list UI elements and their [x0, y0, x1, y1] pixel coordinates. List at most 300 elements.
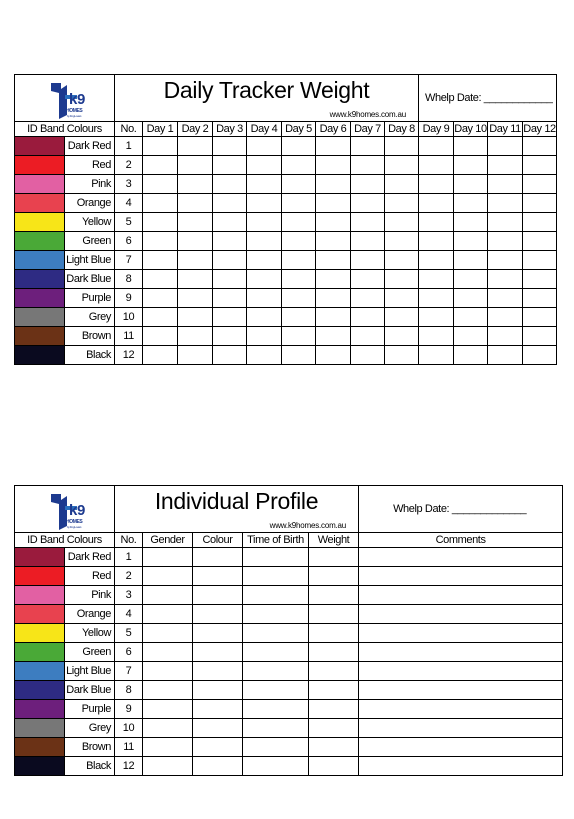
- entry-cell[interactable]: [309, 757, 359, 776]
- entry-cell[interactable]: [316, 232, 351, 251]
- no-header: No.: [115, 122, 143, 137]
- entry-cell[interactable]: [193, 681, 243, 700]
- row-number: 6: [115, 643, 143, 662]
- entry-cell[interactable]: [523, 327, 557, 346]
- entry-cell[interactable]: [247, 308, 282, 327]
- entry-cell[interactable]: [143, 586, 193, 605]
- entry-cell[interactable]: [143, 681, 193, 700]
- colour-name: Green: [65, 232, 115, 251]
- entry-cell[interactable]: [454, 194, 488, 213]
- row-number: 6: [115, 232, 143, 251]
- entry-cell[interactable]: [385, 251, 419, 270]
- entry-cell[interactable]: [385, 346, 419, 365]
- whelp-date-field[interactable]: Whelp Date: _____________: [359, 486, 563, 533]
- entry-cell[interactable]: [351, 346, 385, 365]
- entry-cell[interactable]: [454, 213, 488, 232]
- entry-cell[interactable]: [143, 213, 178, 232]
- entry-cell[interactable]: [213, 194, 247, 213]
- table-row: [15, 251, 557, 270]
- entry-cell[interactable]: [193, 757, 243, 776]
- row-number: 3: [115, 175, 143, 194]
- colour-name: Black: [65, 757, 115, 776]
- entry-cell[interactable]: [385, 308, 419, 327]
- entry-cell[interactable]: [178, 232, 213, 251]
- entry-cell[interactable]: [309, 624, 359, 643]
- entry-cell[interactable]: [178, 289, 213, 308]
- entry-cell[interactable]: [488, 213, 523, 232]
- colour-name: Purple: [65, 289, 115, 308]
- entry-cell[interactable]: [243, 757, 309, 776]
- entry-cell[interactable]: [143, 548, 193, 567]
- entry-cell[interactable]: [488, 251, 523, 270]
- colour-swatch: [15, 586, 65, 605]
- entry-cell[interactable]: [282, 232, 316, 251]
- entry-cell[interactable]: [419, 213, 454, 232]
- entry-cell[interactable]: [454, 156, 488, 175]
- entry-cell[interactable]: [316, 213, 351, 232]
- entry-cell[interactable]: [193, 662, 243, 681]
- table-row: [15, 308, 557, 327]
- entry-cell[interactable]: [243, 662, 309, 681]
- entry-cell[interactable]: [282, 156, 316, 175]
- entry-cell[interactable]: [143, 643, 193, 662]
- entry-cell[interactable]: [247, 175, 282, 194]
- entry-cell[interactable]: [351, 289, 385, 308]
- entry-cell[interactable]: [419, 175, 454, 194]
- colour-swatch: [15, 548, 65, 567]
- daily-tracker-table: [14, 74, 557, 365]
- entry-cell[interactable]: [178, 194, 213, 213]
- entry-cell[interactable]: [178, 308, 213, 327]
- row-number: 1: [115, 137, 143, 156]
- entry-cell[interactable]: [454, 270, 488, 289]
- day-header: Day 5: [282, 122, 316, 137]
- table-row: [15, 605, 563, 624]
- entry-cell[interactable]: [178, 346, 213, 365]
- entry-cell[interactable]: [359, 548, 563, 567]
- entry-cell[interactable]: [523, 156, 557, 175]
- entry-cell[interactable]: [359, 700, 563, 719]
- colour-swatch: [15, 643, 65, 662]
- entry-cell[interactable]: [247, 346, 282, 365]
- entry-cell[interactable]: [316, 308, 351, 327]
- entry-cell[interactable]: [523, 346, 557, 365]
- entry-cell[interactable]: [385, 270, 419, 289]
- row-number: 3: [115, 586, 143, 605]
- entry-cell[interactable]: [282, 308, 316, 327]
- entry-cell[interactable]: [143, 346, 178, 365]
- entry-cell[interactable]: [385, 232, 419, 251]
- entry-cell[interactable]: [143, 308, 178, 327]
- table-row: [15, 137, 557, 156]
- entry-cell[interactable]: [523, 137, 557, 156]
- entry-cell[interactable]: [523, 251, 557, 270]
- colour-name: Light Blue: [65, 251, 115, 270]
- entry-cell[interactable]: [243, 548, 309, 567]
- colour-name: Pink: [65, 175, 115, 194]
- entry-cell[interactable]: [243, 681, 309, 700]
- entry-cell[interactable]: [419, 308, 454, 327]
- colour-swatch: [15, 567, 65, 586]
- entry-cell[interactable]: [282, 270, 316, 289]
- entry-cell[interactable]: [351, 137, 385, 156]
- colour-swatch: [15, 156, 65, 175]
- entry-cell[interactable]: [523, 232, 557, 251]
- colour-name: Orange: [65, 194, 115, 213]
- entry-cell[interactable]: [193, 586, 243, 605]
- table-row: [15, 624, 563, 643]
- entry-cell[interactable]: [178, 213, 213, 232]
- row-number: 9: [115, 289, 143, 308]
- entry-cell[interactable]: [309, 643, 359, 662]
- individual-profile-table: [14, 485, 563, 776]
- entry-cell[interactable]: [178, 175, 213, 194]
- entry-cell[interactable]: [143, 194, 178, 213]
- colour-swatch: [15, 289, 65, 308]
- entry-cell[interactable]: [316, 327, 351, 346]
- day-header: Day 9: [419, 122, 454, 137]
- entry-cell[interactable]: [178, 270, 213, 289]
- entry-cell[interactable]: [488, 308, 523, 327]
- entry-cell[interactable]: [488, 327, 523, 346]
- entry-cell[interactable]: [193, 605, 243, 624]
- entry-cell[interactable]: [213, 346, 247, 365]
- entry-cell[interactable]: [243, 605, 309, 624]
- entry-cell[interactable]: [213, 156, 247, 175]
- whelp-date-field[interactable]: Whelp Date: ____________: [419, 75, 557, 122]
- entry-cell[interactable]: [309, 738, 359, 757]
- colour-name: Orange: [65, 605, 115, 624]
- entry-cell[interactable]: [178, 156, 213, 175]
- entry-cell[interactable]: [488, 289, 523, 308]
- entry-cell[interactable]: [419, 194, 454, 213]
- row-number: 11: [115, 327, 143, 346]
- colour-name: Purple: [65, 700, 115, 719]
- table-row: [15, 719, 563, 738]
- entry-cell[interactable]: [143, 624, 193, 643]
- entry-cell[interactable]: [454, 175, 488, 194]
- entry-cell[interactable]: [419, 346, 454, 365]
- colour-swatch: [15, 175, 65, 194]
- entry-cell[interactable]: [359, 719, 563, 738]
- entry-cell[interactable]: [282, 289, 316, 308]
- entry-cell[interactable]: [247, 232, 282, 251]
- entry-cell[interactable]: [247, 194, 282, 213]
- colour-swatch: [15, 137, 65, 156]
- entry-cell[interactable]: [309, 681, 359, 700]
- entry-cell[interactable]: [523, 270, 557, 289]
- entry-cell[interactable]: [247, 213, 282, 232]
- table-row: [15, 156, 557, 175]
- entry-cell[interactable]: [178, 327, 213, 346]
- entry-cell[interactable]: [282, 327, 316, 346]
- table-row: [15, 738, 563, 757]
- entry-cell[interactable]: [213, 327, 247, 346]
- entry-cell[interactable]: [351, 251, 385, 270]
- row-number: 4: [115, 194, 143, 213]
- entry-cell[interactable]: [143, 270, 178, 289]
- entry-cell[interactable]: [359, 624, 563, 643]
- colour-name: Yellow: [65, 624, 115, 643]
- colour-header: Colour: [193, 533, 243, 548]
- entry-cell[interactable]: [309, 567, 359, 586]
- colour-swatch: [15, 308, 65, 327]
- day-header: Day 12: [523, 123, 556, 135]
- colour-swatch: [15, 270, 65, 289]
- entry-cell[interactable]: [309, 605, 359, 624]
- entry-cell[interactable]: [359, 643, 563, 662]
- entry-cell[interactable]: [385, 194, 419, 213]
- entry-cell[interactable]: [385, 213, 419, 232]
- logo-tag: by Dog Lovers: [67, 525, 82, 529]
- table-row: [15, 662, 563, 681]
- entry-cell[interactable]: [488, 156, 523, 175]
- entry-cell[interactable]: [282, 175, 316, 194]
- entry-cell[interactable]: [213, 251, 247, 270]
- entry-cell[interactable]: [143, 757, 193, 776]
- entry-cell[interactable]: [213, 232, 247, 251]
- entry-cell[interactable]: [419, 232, 454, 251]
- entry-cell[interactable]: [243, 586, 309, 605]
- profile-title-cell: [115, 486, 359, 533]
- colour-swatch: [15, 662, 65, 681]
- entry-cell[interactable]: [385, 137, 419, 156]
- entry-cell[interactable]: [351, 308, 385, 327]
- id-band-header: ID Band Colours: [15, 533, 115, 548]
- profile-body: [15, 548, 563, 776]
- entry-cell[interactable]: [282, 213, 316, 232]
- entry-cell[interactable]: [316, 346, 351, 365]
- table-row: [15, 700, 563, 719]
- entry-cell[interactable]: [359, 738, 563, 757]
- entry-cell[interactable]: [488, 137, 523, 156]
- entry-cell[interactable]: [351, 156, 385, 175]
- entry-cell[interactable]: [243, 700, 309, 719]
- entry-cell[interactable]: [488, 194, 523, 213]
- colour-name: Dark Blue: [65, 270, 115, 289]
- row-number: 1: [115, 548, 143, 567]
- entry-cell[interactable]: [143, 289, 178, 308]
- entry-cell[interactable]: [247, 156, 282, 175]
- entry-cell[interactable]: [309, 662, 359, 681]
- entry-cell[interactable]: [454, 232, 488, 251]
- entry-cell[interactable]: [454, 289, 488, 308]
- entry-cell[interactable]: [359, 567, 563, 586]
- entry-cell[interactable]: [385, 175, 419, 194]
- entry-cell[interactable]: [316, 270, 351, 289]
- entry-cell[interactable]: [523, 289, 557, 308]
- table-row: [15, 232, 557, 251]
- table-row: [15, 327, 557, 346]
- entry-cell[interactable]: [454, 346, 488, 365]
- entry-cell[interactable]: [351, 232, 385, 251]
- entry-cell[interactable]: [243, 567, 309, 586]
- entry-cell[interactable]: [193, 738, 243, 757]
- entry-cell[interactable]: [193, 567, 243, 586]
- entry-cell[interactable]: [454, 251, 488, 270]
- colour-name: Green: [65, 643, 115, 662]
- entry-cell[interactable]: [359, 586, 563, 605]
- entry-cell[interactable]: [143, 232, 178, 251]
- entry-cell[interactable]: [385, 289, 419, 308]
- entry-cell[interactable]: [143, 137, 178, 156]
- day-header: Day 1: [143, 122, 178, 137]
- entry-cell[interactable]: [143, 251, 178, 270]
- colour-swatch: [15, 251, 65, 270]
- entry-cell[interactable]: [523, 308, 557, 327]
- entry-cell[interactable]: [247, 327, 282, 346]
- row-number: 8: [115, 681, 143, 700]
- entry-cell[interactable]: [143, 700, 193, 719]
- row-number: 11: [115, 738, 143, 757]
- entry-cell[interactable]: [282, 194, 316, 213]
- table-row: [15, 270, 557, 289]
- entry-cell[interactable]: [419, 270, 454, 289]
- table-row: [15, 567, 563, 586]
- entry-cell[interactable]: [523, 194, 557, 213]
- entry-cell[interactable]: [316, 137, 351, 156]
- entry-cell[interactable]: [523, 175, 557, 194]
- entry-cell[interactable]: [193, 700, 243, 719]
- entry-cell[interactable]: [213, 270, 247, 289]
- entry-cell[interactable]: [309, 719, 359, 738]
- entry-cell[interactable]: [213, 213, 247, 232]
- entry-cell[interactable]: [488, 270, 523, 289]
- entry-cell[interactable]: [143, 719, 193, 738]
- entry-cell[interactable]: [247, 137, 282, 156]
- colour-name: Pink: [65, 586, 115, 605]
- entry-cell[interactable]: [282, 251, 316, 270]
- entry-cell[interactable]: [419, 156, 454, 175]
- entry-cell[interactable]: [488, 346, 523, 365]
- entry-cell[interactable]: [316, 194, 351, 213]
- entry-cell[interactable]: [143, 567, 193, 586]
- entry-cell[interactable]: [178, 137, 213, 156]
- entry-cell[interactable]: [488, 232, 523, 251]
- logo-sub: HOMES: [66, 108, 83, 114]
- entry-cell[interactable]: [359, 605, 563, 624]
- entry-cell[interactable]: [316, 251, 351, 270]
- entry-cell[interactable]: [213, 137, 247, 156]
- entry-cell[interactable]: [359, 662, 563, 681]
- entry-cell[interactable]: [316, 289, 351, 308]
- entry-cell[interactable]: [419, 327, 454, 346]
- entry-cell[interactable]: [243, 624, 309, 643]
- colour-name: Red: [65, 156, 115, 175]
- colour-swatch: [15, 738, 65, 757]
- entry-cell[interactable]: [143, 605, 193, 624]
- entry-cell[interactable]: [419, 137, 454, 156]
- entry-cell[interactable]: [282, 137, 316, 156]
- gender-header: Gender: [143, 533, 193, 548]
- day-header: Day 4: [247, 122, 282, 137]
- logo-brand: k9: [69, 502, 85, 519]
- entry-cell[interactable]: [488, 175, 523, 194]
- entry-cell[interactable]: [193, 643, 243, 662]
- day-header: Day 10: [454, 123, 487, 135]
- entry-cell[interactable]: [213, 175, 247, 194]
- entry-cell[interactable]: [454, 137, 488, 156]
- k9-homes-logo-icon: [47, 81, 93, 121]
- table-row: [15, 681, 563, 700]
- table-row: [15, 757, 563, 776]
- colour-name: Red: [65, 567, 115, 586]
- entry-cell[interactable]: [247, 270, 282, 289]
- row-number: 9: [115, 700, 143, 719]
- entry-cell[interactable]: [243, 643, 309, 662]
- entry-cell[interactable]: [454, 327, 488, 346]
- id-band-header: ID Band Colours: [15, 122, 115, 137]
- entry-cell[interactable]: [143, 156, 178, 175]
- entry-cell[interactable]: [419, 251, 454, 270]
- colour-swatch: [15, 624, 65, 643]
- row-number: 5: [115, 213, 143, 232]
- table-row: [15, 289, 557, 308]
- entry-cell[interactable]: [309, 700, 359, 719]
- logo-brand: k9: [69, 91, 85, 108]
- table-row: [15, 175, 557, 194]
- time-of-birth-header: Time of Birth: [243, 533, 309, 548]
- colour-swatch: [15, 232, 65, 251]
- colour-name: Grey: [65, 719, 115, 738]
- entry-cell[interactable]: [309, 548, 359, 567]
- entry-cell[interactable]: [351, 327, 385, 346]
- entry-cell[interactable]: [143, 175, 178, 194]
- entry-cell[interactable]: [309, 586, 359, 605]
- entry-cell[interactable]: [247, 289, 282, 308]
- entry-cell[interactable]: [385, 156, 419, 175]
- entry-cell[interactable]: [143, 738, 193, 757]
- row-number: 2: [115, 567, 143, 586]
- weight-header: Weight: [309, 533, 359, 548]
- entry-cell[interactable]: [213, 289, 247, 308]
- entry-cell[interactable]: [454, 308, 488, 327]
- entry-cell[interactable]: [316, 156, 351, 175]
- entry-cell[interactable]: [243, 738, 309, 757]
- logo-sub: HOMES: [66, 519, 83, 525]
- colour-swatch: [15, 346, 65, 365]
- entry-cell[interactable]: [247, 251, 282, 270]
- entry-cell[interactable]: [143, 327, 178, 346]
- entry-cell[interactable]: [351, 270, 385, 289]
- colour-name: Dark Red: [65, 137, 115, 156]
- entry-cell[interactable]: [359, 757, 563, 776]
- entry-cell[interactable]: [419, 289, 454, 308]
- entry-cell[interactable]: [243, 719, 309, 738]
- entry-cell[interactable]: [351, 175, 385, 194]
- entry-cell[interactable]: [178, 251, 213, 270]
- colour-name: Dark Red: [65, 548, 115, 567]
- comments-header: Comments: [359, 533, 563, 548]
- entry-cell[interactable]: [316, 175, 351, 194]
- colour-name: Brown: [65, 738, 115, 757]
- entry-cell[interactable]: [143, 662, 193, 681]
- entry-cell[interactable]: [193, 719, 243, 738]
- entry-cell[interactable]: [523, 213, 557, 232]
- entry-cell[interactable]: [351, 194, 385, 213]
- entry-cell[interactable]: [193, 548, 243, 567]
- row-number: 12: [115, 757, 143, 776]
- entry-cell[interactable]: [193, 624, 243, 643]
- entry-cell[interactable]: [213, 308, 247, 327]
- entry-cell[interactable]: [385, 327, 419, 346]
- row-number: 8: [115, 270, 143, 289]
- entry-cell[interactable]: [351, 213, 385, 232]
- entry-cell[interactable]: [359, 681, 563, 700]
- entry-cell[interactable]: [282, 346, 316, 365]
- colour-name: Black: [65, 346, 115, 365]
- row-number: 7: [115, 251, 143, 270]
